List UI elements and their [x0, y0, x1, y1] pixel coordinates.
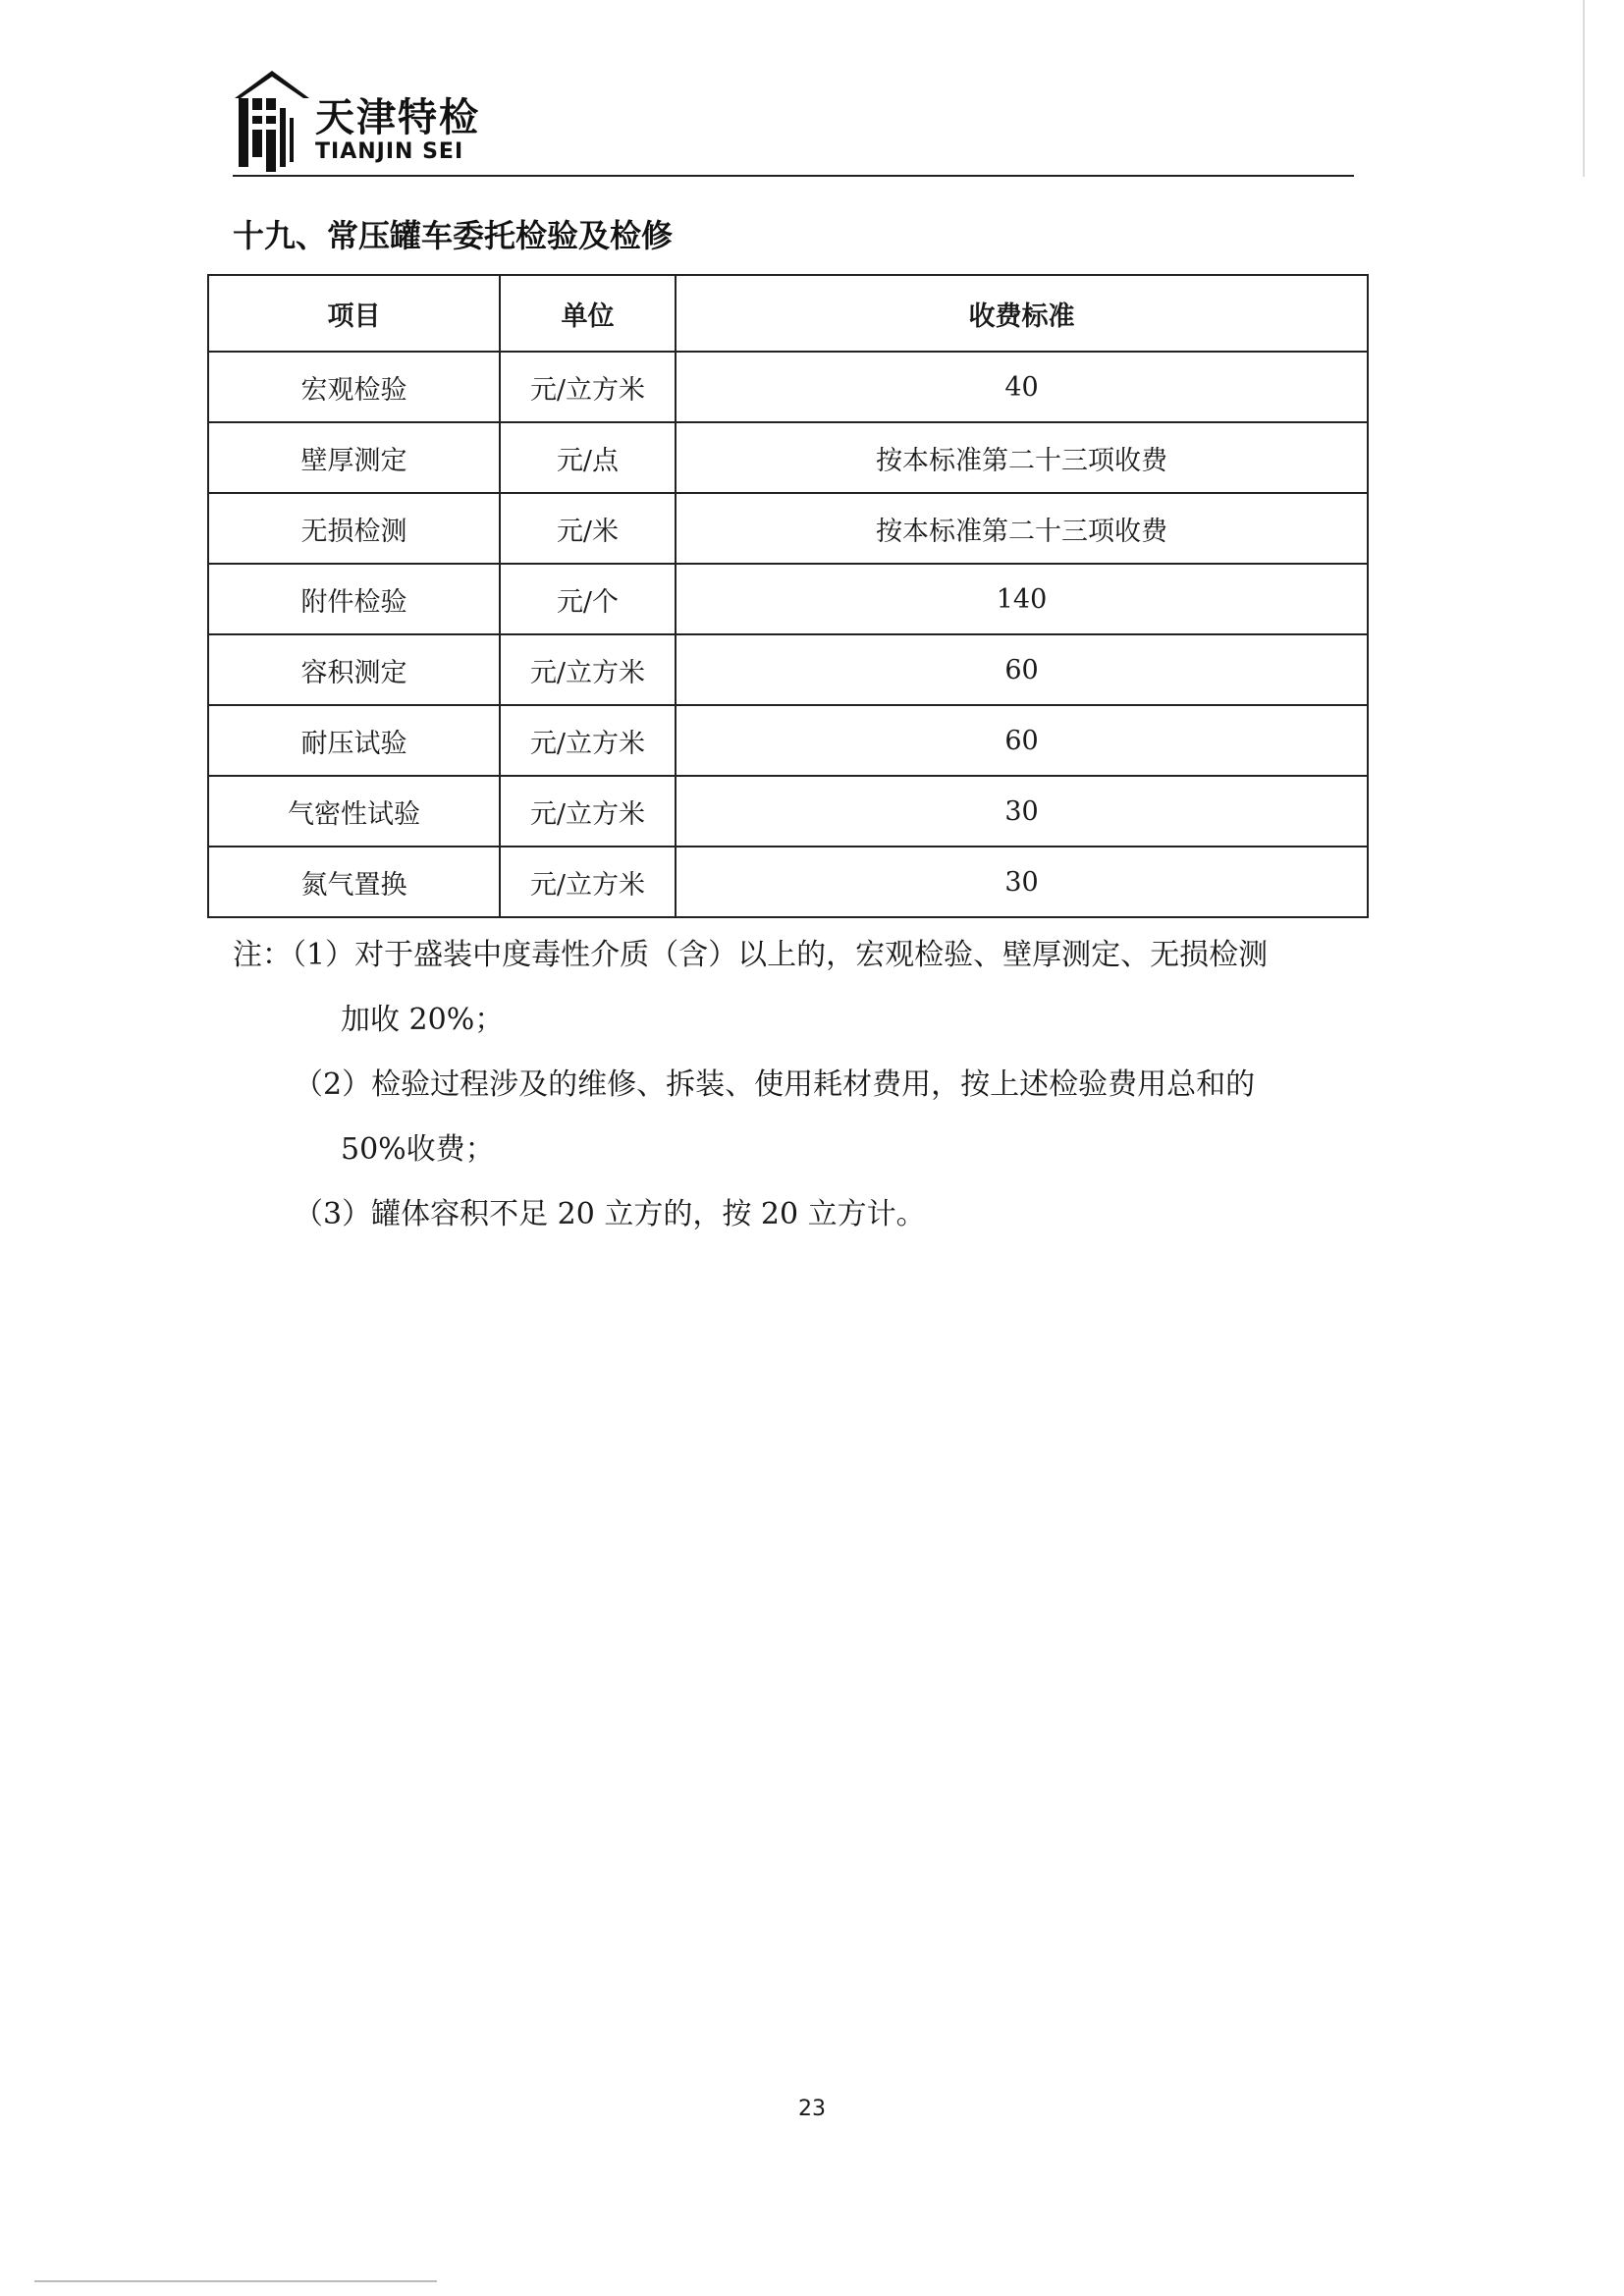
cell-item: 宏观检验	[208, 352, 500, 422]
cell-fee: 140	[676, 564, 1368, 634]
cell-item: 壁厚测定	[208, 422, 500, 493]
note-2-line-1: （2）检验过程涉及的维修、拆装、使用耗材费用，按上述检验费用总和的	[294, 1067, 1256, 1102]
header-item: 项目	[208, 275, 500, 352]
cell-unit: 元/立方米	[500, 352, 676, 422]
cell-item: 耐压试验	[208, 705, 500, 776]
header-fee-standard: 收费标准	[676, 275, 1368, 352]
scan-edge-mark	[1583, 0, 1585, 177]
tianjin-sei-logo	[233, 69, 517, 172]
note-3-line-1: （3）罐体容积不足 20 立方的，按 20 立方计。	[294, 1197, 926, 1231]
cell-fee: 40	[676, 352, 1368, 422]
table-row	[208, 634, 1368, 705]
logo-building-icon	[233, 69, 311, 172]
cell-fee: 按本标准第二十三项收费	[676, 422, 1368, 493]
cell-item: 容积测定	[208, 634, 500, 705]
table-row	[208, 847, 1368, 917]
scan-edge-mark	[34, 2280, 437, 2282]
cell-item: 气密性试验	[208, 776, 500, 847]
cell-unit: 元/个	[500, 564, 676, 634]
cell-item: 氮气置换	[208, 847, 500, 917]
cell-item: 无损检测	[208, 493, 500, 564]
cell-fee: 30	[676, 847, 1368, 917]
table-row	[208, 493, 1368, 564]
cell-unit: 元/立方米	[500, 634, 676, 705]
notes-block	[233, 923, 1372, 1247]
cell-fee: 60	[676, 705, 1368, 776]
section-title: 十九、常压罐车委托检验及检修	[233, 217, 674, 254]
table-row	[208, 564, 1368, 634]
table-row	[208, 776, 1368, 847]
cell-item: 附件检验	[208, 564, 500, 634]
note-1-line-2: 加收 20%；	[341, 1003, 505, 1037]
table-row	[208, 352, 1368, 422]
table-header-row	[208, 275, 1368, 352]
logo-english-text: TIANJIN SEI	[315, 139, 464, 164]
cell-unit: 元/立方米	[500, 776, 676, 847]
note-2-line-2: 50%收费；	[341, 1132, 495, 1167]
cell-unit: 元/点	[500, 422, 676, 493]
header-rule	[233, 175, 1354, 177]
table-row	[208, 705, 1368, 776]
cell-unit: 元/立方米	[500, 705, 676, 776]
table-row	[208, 422, 1368, 493]
cell-fee: 按本标准第二十三项收费	[676, 493, 1368, 564]
logo-chinese-text: 天津特检	[315, 95, 480, 140]
cell-fee: 30	[676, 776, 1368, 847]
note-1-line-1: 注：（1）对于盛装中度毒性介质（含）以上的，宏观检验、壁厚测定、无损检测	[233, 938, 1269, 972]
cell-unit: 元/米	[500, 493, 676, 564]
fee-table	[207, 274, 1369, 918]
page-header	[233, 69, 1354, 179]
page-number: 23	[798, 2097, 826, 2121]
cell-unit: 元/立方米	[500, 847, 676, 917]
header-unit: 单位	[500, 275, 676, 352]
cell-fee: 60	[676, 634, 1368, 705]
